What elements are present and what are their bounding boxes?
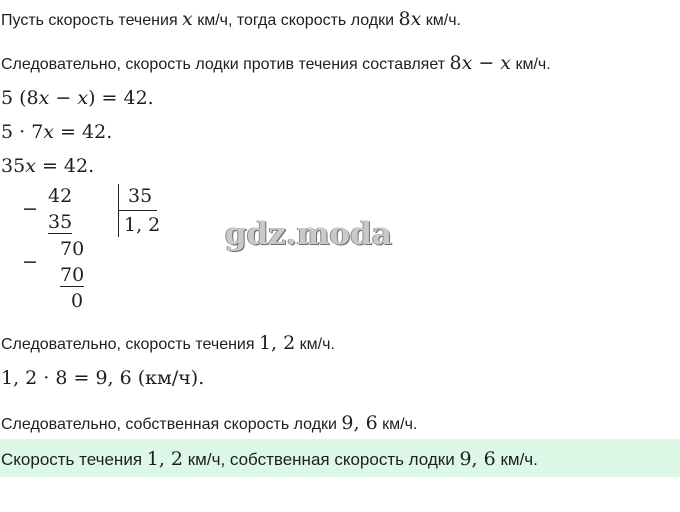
answer-box	[0, 439, 680, 477]
subtrahend-2: 70	[60, 264, 85, 286]
remainder-final: 0	[71, 290, 84, 312]
math: = 42.	[35, 155, 95, 177]
remainder-1: 70	[60, 238, 85, 260]
answer-text	[1, 448, 538, 471]
equation-1	[1, 86, 154, 110]
text: км/ч.	[295, 336, 335, 353]
text: км/ч, тогда скорость лодки	[192, 12, 399, 29]
text: Следовательно, скорость течения	[1, 336, 259, 353]
math-num: 8	[449, 52, 462, 74]
text-line-4	[1, 412, 417, 436]
math: 5 (8	[1, 87, 39, 109]
math: 35	[1, 155, 26, 177]
quotient: 1, 2	[124, 214, 161, 236]
math-var: x	[38, 87, 50, 109]
math-var: x	[461, 52, 473, 74]
text: км/ч.	[377, 416, 418, 433]
minus-sign: −	[22, 198, 38, 220]
text-line-2	[1, 52, 551, 76]
divisor: 35	[128, 185, 153, 207]
dividend: 42	[48, 185, 73, 207]
text: Следовательно, скорость лодки против течения составляет	[1, 56, 450, 73]
math-num: 8	[398, 8, 411, 30]
text: км/ч.	[495, 450, 538, 469]
text-line-1	[1, 8, 461, 32]
minus-sign: −	[22, 251, 38, 273]
division-horizontal-line	[119, 210, 157, 211]
math-var: x	[410, 8, 422, 30]
math-num: 1, 2	[258, 332, 296, 354]
text: км/ч.	[511, 56, 551, 73]
math: 1, 2 · 8 = 9, 6 (км/ч).	[1, 367, 205, 389]
math: = 42.	[54, 121, 113, 143]
equation-4	[1, 366, 204, 390]
equation-2	[1, 120, 112, 144]
text: Скорость течения	[1, 450, 147, 469]
math-var: x	[25, 155, 36, 177]
math-var: x	[500, 52, 511, 74]
text: Пусть скорость течения	[1, 12, 183, 29]
math-op: −	[472, 52, 501, 74]
math: ) = 42.	[88, 87, 154, 109]
math-num: 9, 6	[341, 412, 378, 434]
text: Следовательно, собственная скорость лодки	[1, 416, 342, 433]
math: −	[49, 87, 78, 109]
math-var: x	[43, 121, 55, 143]
math-var: x	[77, 87, 89, 109]
math-var: x	[182, 8, 193, 30]
text: км/ч, собственная скорость лодки	[183, 450, 460, 469]
equation-3	[1, 154, 94, 178]
text: км/ч.	[421, 12, 461, 29]
text-line-3	[1, 332, 335, 356]
subtrahend-1: 35	[48, 211, 73, 233]
math-num: 1, 2	[146, 448, 184, 470]
watermark-logo: gdz.moda	[225, 216, 392, 252]
math-num: 9, 6	[459, 448, 496, 470]
math: 5 · 7	[1, 121, 44, 143]
